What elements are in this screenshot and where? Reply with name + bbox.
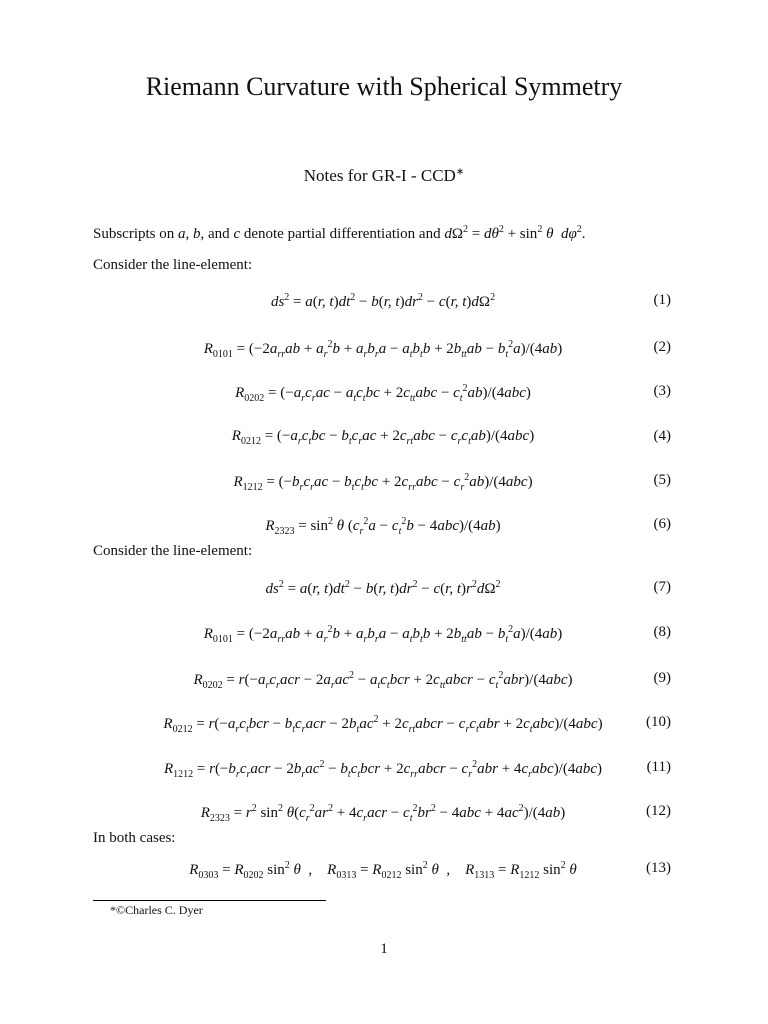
equation-number-9: (9) xyxy=(653,670,671,686)
equation-number-11: (11) xyxy=(646,759,671,775)
equation-7: $ds^2 = a(r$, $t)dt^2 - b(r$, $t)dr^2 - c(r$, $t)r^2d\Omega^2$ xyxy=(265,579,501,597)
equation-number-12: (12) xyxy=(646,803,671,819)
equation-4: $R_{0212} = (-a_rc_tbc - b_tc_rac + 2c_{rt}abc - c_rc_tab)/(4abc)$ xyxy=(231,428,535,447)
document-subtitle: Notes for GR-I - CCD∗ xyxy=(303,166,465,185)
equation-12: $R_{2323} = r^2$ $\sin^2 \theta(c_r^2ar^2 + 4c_racr - c_t^2br^2 - 4abc + 4ac^2)/(4ab)$ xyxy=(200,803,566,824)
equation-number-3: (3) xyxy=(653,383,671,399)
equation-10: $R_{0212} = r(-a_rc_tbcr - b_tc_racr - 2b_tac^2$ + $2c_{rt}abcr - c_rc_tabr + 2c_tabc)/(4abc)$ xyxy=(163,714,603,735)
equation-6: $R_{2323} = \sin^2 \theta$ $(c_r^2a - c_t^2b - 4abc)/(4ab)$ xyxy=(265,516,501,537)
intro-paragraph: Subscripts on a, b, and c denote partial differentiation and $d\Omega^2 = d\theta^2 + \sin^2 \theta$ $d\varphi^2$. xyxy=(93,224,586,242)
equation-number-4: (4) xyxy=(653,428,671,444)
equation-number-10: (10) xyxy=(646,714,671,730)
page-number: 1 xyxy=(380,941,388,957)
equation-11: $R_{1212} = r(-b_rc_racr - 2b_rac^2 - b_tc_tbcr$ + $2c_{rr}abcr - c_r^2abr + 4c_rabc)/(4abc)$ xyxy=(163,759,603,780)
equation-number-7: (7) xyxy=(653,579,671,595)
in-both-cases: In both cases: xyxy=(93,830,176,846)
equation-number-2: (2) xyxy=(653,339,671,355)
equation-5: $R_{1212} = (-b_rc_rac - b_tc_tbc + 2c_{rr}abc - c_r^2ab)/(4abc)$ xyxy=(233,472,533,493)
footnote: *©Charles C. Dyer xyxy=(110,903,203,917)
equation-number-6: (6) xyxy=(653,516,671,532)
equation-3: $R_{0202} = (-a_rc_rac - a_tc_tbc + 2c_{tt}abc - c_t^2ab)/(4abc)$ xyxy=(235,383,531,404)
equation-number-8: (8) xyxy=(653,624,671,640)
equation-8: $R_{0101} = (-2a_{rr}ab + a_r^2b + a_rb_ra - a_tb_tb + 2b_{tt}ab - b_t^2a)/(4ab)$ xyxy=(203,624,563,645)
equation-number-1: (1) xyxy=(653,292,671,308)
footnote-rule xyxy=(93,900,326,901)
equation-number-13: (13) xyxy=(646,860,671,876)
equation-13: $R_{0303} = R_{0202}$ $\sin^2 \theta$ , $R_{0313} = R_{0212}$ $\sin^2 \theta$ , $R_{1313} = R_{1212}$ $\sin^2 \theta$ xyxy=(189,860,577,881)
equation-2: $R_{0101} = (-2a_{rr}ab + a_r^2b + a_rb_ra - a_tb_tb + 2b_{tt}ab - b_t^2a)/(4ab)$ xyxy=(203,339,563,360)
consider-line-element-2: Consider the line-element: xyxy=(93,543,253,559)
equation-number-5: (5) xyxy=(653,472,671,488)
document-title: Riemann Curvature with Spherical Symmetry xyxy=(145,72,623,101)
consider-line-element-1: Consider the line-element: xyxy=(93,257,253,273)
equation-1: $ds^2 = a(r$, $t)dt^2 - b(r$, $t)dr^2 - c(r$, $t)d\Omega^2$ xyxy=(270,292,496,310)
equation-9: $R_{0202} = r(-a_rc_racr - 2a_rac^2 - a_tc_tbcr$ + $2c_{tt}abcr - c_t^2abr)/(4abc)$ xyxy=(193,670,573,691)
